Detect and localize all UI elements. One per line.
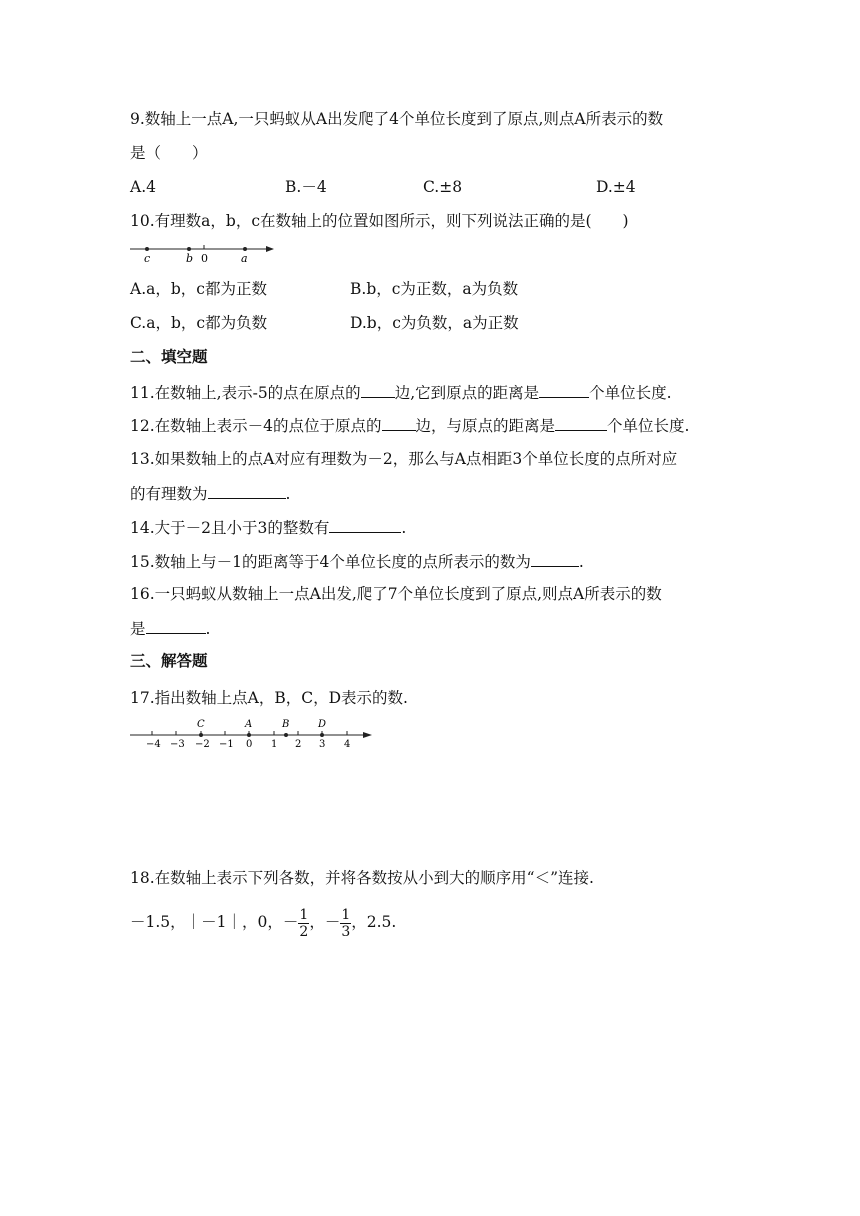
q9-text-line2: 是（ ） (130, 144, 208, 162)
q18-frac1-num: 1 (299, 906, 309, 923)
q17-point-a (247, 733, 251, 737)
q11-after: 个单位长度. (589, 384, 672, 402)
q10-option-a: A.a，b，c都为正数 (130, 280, 267, 298)
q17-number-line (128, 716, 378, 750)
q13-text-line1: 13.如果数轴上的点A对应有理数为－2，那么与A点相距3个单位长度的点所对应 (130, 450, 678, 468)
q17-tick-label: 3 (319, 739, 326, 750)
q9-option-c: C.±8 (423, 178, 463, 196)
q17-label-c: C (197, 719, 205, 730)
q14-after: . (401, 519, 407, 537)
q13-before: 的有理数为 (130, 485, 208, 503)
section-answer-heading: 三、解答题 (130, 652, 208, 670)
q17-tick-label: −3 (170, 739, 185, 750)
q9-option-b: B.－4 (285, 178, 327, 196)
q10-point-b (187, 247, 191, 251)
q13-blank[interactable] (208, 482, 286, 499)
q17-text: 17.指出数轴上点A，B，C，D表示的数. (130, 689, 408, 707)
q12-blank-1[interactable] (382, 414, 416, 431)
q16-after: . (205, 620, 211, 638)
q18-frac1-sign: － (282, 913, 299, 931)
q16-text-line1: 16.一只蚂蚁从数轴上一点A出发,爬了7个单位长度到了原点,则点A所表示的数 (130, 585, 662, 603)
q17-tick-label: 0 (246, 739, 253, 750)
q17-point-c (199, 733, 203, 737)
q18-nums-prefix: －1.5，｜－1｜，0， (130, 913, 283, 931)
q10-number-line (128, 240, 280, 266)
q16-before: 是 (130, 620, 146, 638)
q10-text: 10.有理数a，b，c在数轴上的位置如图所示，则下列说法正确的是( ) (130, 212, 629, 230)
q10-label-a: a (241, 252, 248, 265)
q17-point-d (320, 733, 324, 737)
q17-tick-label: −1 (219, 739, 234, 750)
q12-blank-2[interactable] (555, 414, 607, 431)
q18-numbers (130, 902, 396, 946)
q14-text (130, 516, 406, 538)
q17-tick-label: −2 (195, 739, 210, 750)
q13-text-line2 (130, 482, 290, 504)
q17-label-d: D (318, 719, 327, 730)
q15-text (130, 550, 584, 572)
q14-blank[interactable] (329, 516, 401, 533)
q11-blank-1[interactable] (361, 381, 395, 398)
q10-label-c: c (144, 252, 151, 265)
q12-text (130, 414, 689, 436)
q17-tick-label: 1 (271, 739, 278, 750)
q16-text-line2 (130, 617, 210, 639)
q18-fraction-third (340, 907, 351, 940)
q11-middle: 边,它到原点的距离是 (394, 384, 540, 402)
q17-label-b: B (282, 719, 290, 730)
q9-option-a: A.4 (130, 178, 156, 196)
q18-frac2-den: 3 (341, 923, 351, 940)
q18-nums-suffix: ，2.5. (351, 913, 397, 931)
section-fill-in-heading: 二、填空题 (130, 348, 208, 366)
q15-after: . (578, 553, 584, 571)
q17-label-a: A (245, 719, 253, 730)
q12-after: 个单位长度. (607, 417, 690, 435)
q17-point-b (284, 733, 288, 737)
q18-frac2-sign: － (324, 913, 341, 931)
q18-fraction-half (298, 907, 309, 940)
q12-middle: 边，与原点的距离是 (415, 417, 556, 435)
q13-after: . (285, 485, 291, 503)
q16-blank[interactable] (146, 617, 206, 634)
q18-sep: ， (309, 913, 325, 931)
q10-label-0: 0 (201, 252, 208, 265)
q10-label-b: b (186, 252, 194, 265)
q9-text-line1: 9.数轴上一点A,一只蚂蚁从A出发爬了4个单位长度到了原点,则点A所表示的数 (130, 110, 664, 128)
q17-tick-label: 4 (344, 739, 351, 750)
q18-frac2-num: 1 (341, 906, 351, 923)
q18-frac1-den: 2 (299, 923, 309, 940)
q15-before: 15.数轴上与－1的距离等于4个单位长度的点所表示的数为 (130, 553, 531, 571)
q14-before: 14.大于－2且小于3的整数有 (130, 519, 330, 537)
q17-tick-label: 2 (295, 739, 302, 750)
q10-point-c (145, 247, 149, 251)
q18-text: 18.在数轴上表示下列各数，并将各数按从小到大的顺序用“＜”连接. (130, 869, 594, 887)
q11-text (130, 381, 672, 403)
q12-before: 12.在数轴上表示－4的点位于原点的 (130, 417, 382, 435)
q10-point-a (243, 247, 247, 251)
q10-option-d: D.b，c为负数，a为正数 (350, 314, 519, 332)
q15-blank[interactable] (531, 550, 579, 567)
q11-blank-2[interactable] (539, 381, 589, 398)
q17-tick-label: −4 (146, 739, 161, 750)
q10-option-c: C.a，b，c都为负数 (130, 314, 268, 332)
q11-before: 11.在数轴上,表示-5的点在原点的 (130, 384, 361, 402)
q9-option-d: D.±4 (596, 178, 636, 196)
q10-option-b: B.b，c为正数，a为负数 (350, 280, 519, 298)
